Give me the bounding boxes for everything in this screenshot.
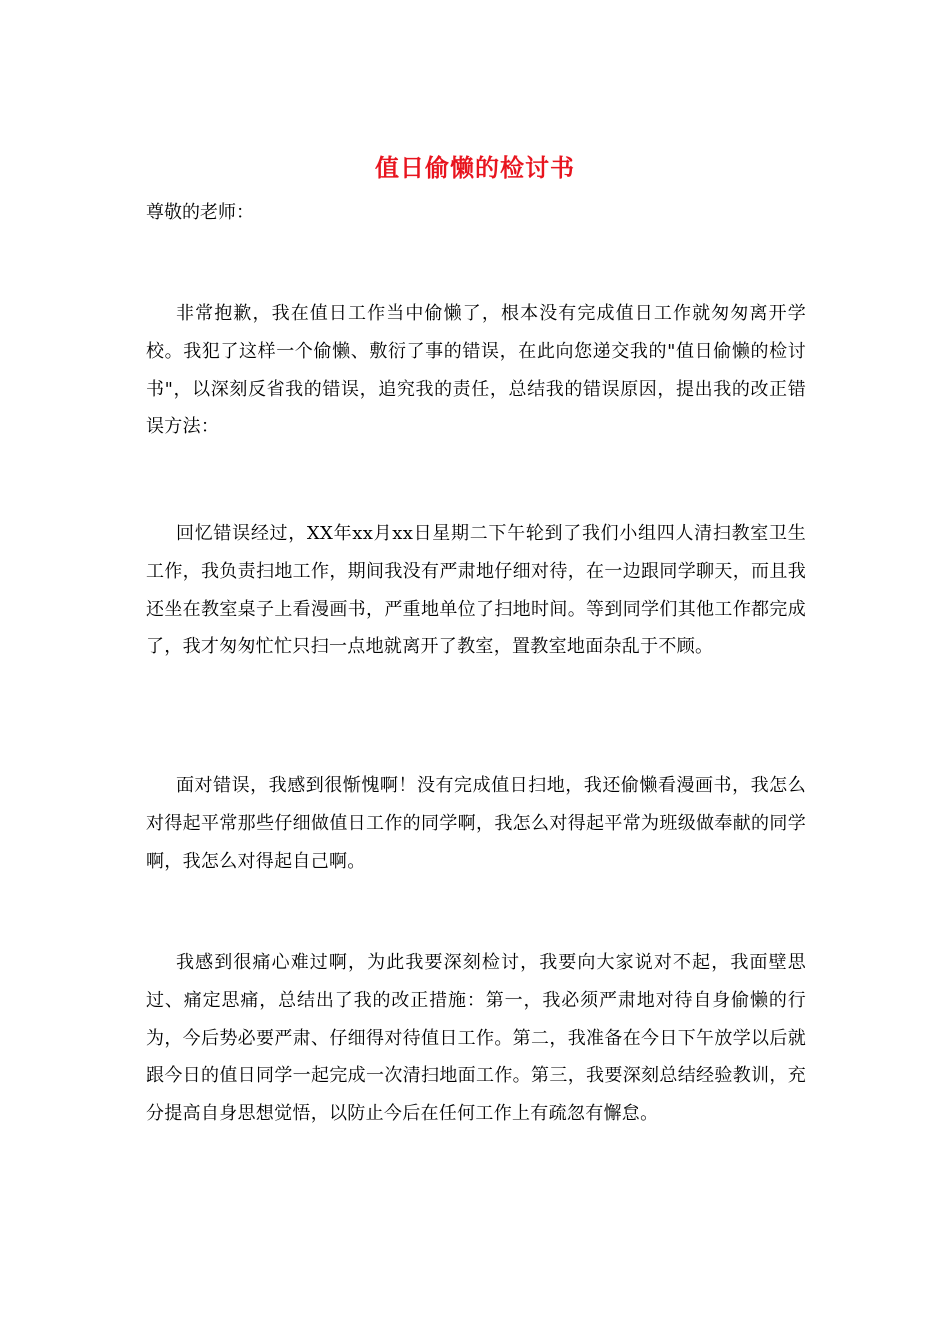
paragraph-incident: 回忆错误经过，XX年xx月xx日星期二下午轮到了我们小组四人清扫教室卫生工作，我负责扫地工作，期间我没有严肃地仔细对待，在一边跟同学聊天，而且我还坐在教室桌子上看漫画书，严重地单位了扫地时间。等到同学们其他工作都完成了，我才匆匆忙忙只扫一点地就离开了教室，置教室地面杂乱于不顾。 bbox=[146, 523, 806, 658]
document-title: 值日偷懒的检讨书 bbox=[375, 153, 575, 182]
paragraph-apology: 非常抱歉，我在值日工作当中偷懒了，根本没有完成值日工作就匆匆离开学校。我犯了这样一个偷懒、敷衍了事的错误，在此向您递交我的"值日偷懒的检讨书"，以深刻反省我的错误，追究我的责任，总结我的错误原因，提出我的改正错误方法： bbox=[146, 303, 806, 438]
salutation: 尊敬的老师： bbox=[146, 202, 254, 223]
paragraph-measures: 我感到很痛心难过啊，为此我要深刻检讨，我要向大家说对不起，我面壁思过、痛定思痛，总结出了我的改正措施：第一，我必须严肃地对待自身偷懒的行为，今后势必要严肃、仔细得对待值日工作。第二，我准备在今日下午放学以后就跟今日的值日同学一起完成一次清扫地面工作。第三，我要深刻总结经验教训，充分提高自身思想觉悟，以防止今后在任何工作上有疏忽有懈怠。 bbox=[146, 952, 806, 1125]
paragraph-reflection: 面对错误，我感到很惭愧啊！没有完成值日扫地，我还偷懒看漫画书，我怎么对得起平常那些仔细做值日工作的同学啊，我怎么对得起平常为班级做奉献的同学啊，我怎么对得起自己啊。 bbox=[146, 775, 806, 872]
